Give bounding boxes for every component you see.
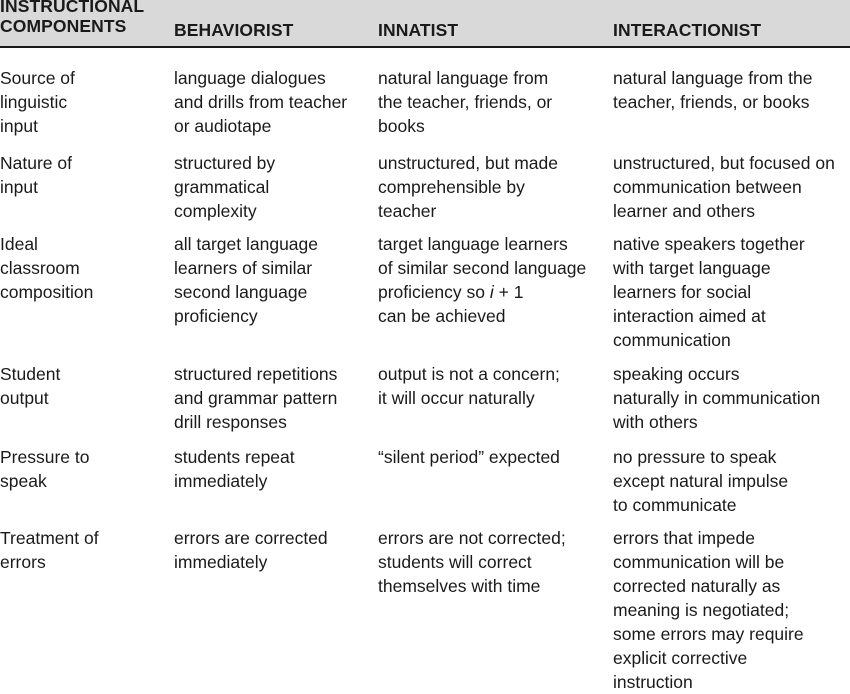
component-cell: Source of linguistic input (0, 68, 75, 136)
innatist-cell: unstructured, but made comprehensible by teacher (378, 153, 558, 221)
component-cell: Student output (0, 364, 61, 408)
innatist-cell: errors are not corrected; students will correct themselves with time (378, 528, 566, 596)
behaviorist-cell: structured repetitions and grammar pattern drill responses (174, 364, 338, 432)
interactionist-cell: speaking occurs naturally in communication with others (613, 364, 821, 432)
innatist-variable-i: i (489, 282, 494, 302)
innatist-text-post: + 1 can be achieved (378, 282, 524, 326)
interactionist-cell: errors that impede communication will be corrected naturally as meaning is negotiated; some errors may require explicit corrective instruction (613, 528, 804, 692)
innatist-cell: natural language from the teacher, friends, or books (378, 68, 553, 136)
innatist-text-pre: target language learners of similar second language proficiency so (378, 234, 587, 302)
interactionist-cell: no pressure to speak except natural impulse to communicate (613, 447, 789, 515)
behaviorist-cell: structured by grammatical complexity (174, 153, 276, 221)
header-interactionist: INTERACTIONIST (613, 20, 762, 40)
innatist-cell: output is not a concern; it will occur naturally (378, 364, 560, 408)
header-instructional-components: INSTRUCTIONAL COMPONENTS (0, 0, 145, 36)
component-cell: Nature of input (0, 153, 72, 197)
behaviorist-cell: students repeat immediately (174, 447, 295, 491)
table-header (0, 0, 850, 48)
component-cell: Treatment of errors (0, 528, 99, 572)
component-cell: Ideal classroom composition (0, 234, 94, 302)
innatist-cell (378, 232, 610, 328)
interactionist-cell: unstructured, but focused on communication between learner and others (613, 153, 835, 221)
header-innatist: INNATIST (378, 20, 459, 40)
behaviorist-cell: language dialogues and drills from teacher or audiotape (174, 68, 348, 136)
component-cell: Pressure to speak (0, 447, 90, 491)
header-behaviorist: BEHAVIORIST (174, 20, 294, 40)
behaviorist-cell: errors are corrected immediately (174, 528, 328, 572)
innatist-cell: “silent period” expected (378, 447, 560, 467)
interactionist-cell: natural language from the teacher, friends, or books (613, 68, 813, 112)
interactionist-cell: native speakers together with target language learners for social interaction aimed at communication (613, 234, 805, 350)
behaviorist-cell: all target language learners of similar second language proficiency (174, 234, 318, 326)
